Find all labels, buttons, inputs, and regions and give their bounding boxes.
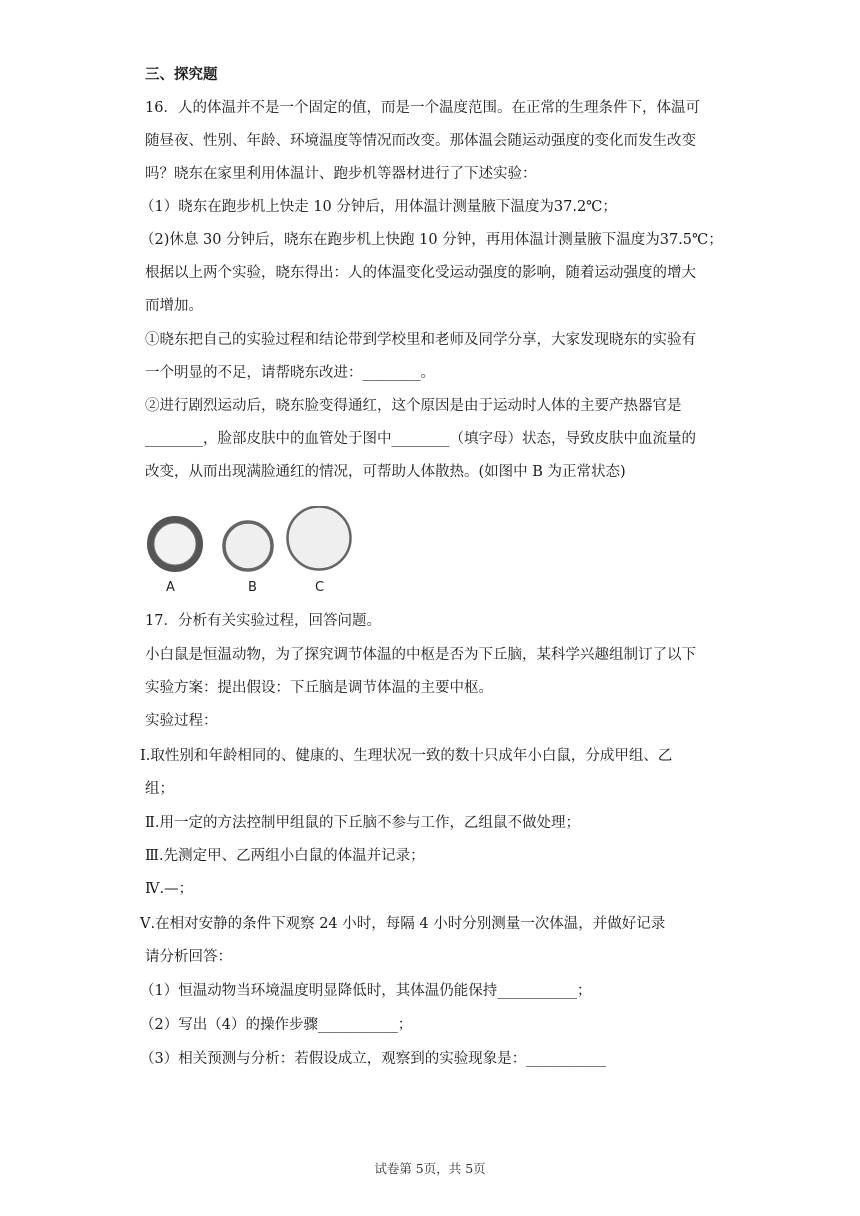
q16-line: ①晓东把自己的实验过程和结论带到学校里和老师及同学分享，大家发现晓东的实验有 <box>145 332 696 348</box>
figure-label-c: C <box>315 580 325 595</box>
vessel-c-icon <box>288 507 351 570</box>
vessel-a-icon <box>151 520 200 569</box>
q17-line: Ⅱ.用一定的方法控制甲组鼠的下丘脑不参与工作，乙组鼠不做处理； <box>145 815 580 831</box>
q16-line: 改变，从而出现满脸通红的情况，可帮助人体散热。(如图中 B 为正常状态) <box>145 464 626 480</box>
figure-label-b: B <box>248 580 257 595</box>
q17-line: 实验过程： <box>145 713 218 729</box>
q16-line: （2)休息 30 分钟后，晓东在跑步机上快跑 10 分钟，再用体温计测量腋下温度为37.5℃； <box>140 232 723 248</box>
q16-line: 根据以上两个实验，晓东得出：人的体温变化受运动强度的影响，随着运动强度的增大 <box>145 265 696 281</box>
q16-line: ________，脸部皮肤中的血管处于图中________（填字母）状态，导致皮肤中血流量的 <box>145 431 696 447</box>
q17-line: Ⅴ.在相对安静的条件下观察 24 小时，每隔 4 小时分别测量一次体温，并做好记录 <box>140 916 666 932</box>
q17-line: （1）恒温动物当环境温度明显降低时，其体温仍能保持___________； <box>140 983 592 999</box>
q17-line: 小白鼠是恒温动物，为了探究调节体温的中枢是否为下丘脑，某科学兴趣组制订了以下 <box>145 647 696 663</box>
q17-line: （3）相关预测与分析：若假设成立，观察到的实验现象是：___________ <box>140 1051 606 1067</box>
q17-line: 17．分析有关实验过程，回答问题。 <box>145 613 381 629</box>
q17-line: Ⅳ.—； <box>145 881 194 897</box>
q17-line: 请分析回答： <box>145 949 232 965</box>
q16-line: 吗？晓东在家里利用体温计、跑步机等器材进行了下述实验： <box>145 166 537 182</box>
q17-line: Ⅲ.先测定甲、乙两组小白鼠的体温并记录； <box>145 848 425 864</box>
q16-line: ②进行剧烈运动后，晓东脸变得通红，这个原因是由于运动时人体的主要产热器官是 <box>145 398 682 414</box>
q16-line: （1）晓东在跑步机上快走 10 分钟后，用体温计测量腋下温度为37.2℃； <box>140 199 617 215</box>
section-title: 三、探究题 <box>145 66 218 83</box>
q17-line: 实验方案：提出假设：下丘脑是调节体温的主要中枢。 <box>145 680 493 696</box>
blood-vessel-figure <box>140 506 380 596</box>
q16-line: 16．人的体温并不是一个固定的值，而是一个温度范围。在正常的生理条件下，体温可 <box>145 100 700 116</box>
q17-line: Ⅰ.取性别和年龄相同的、健康的、生理状况一致的数十只成年小白鼠，分成甲组、乙 <box>140 748 673 764</box>
q16-line: 而增加。 <box>145 298 203 314</box>
figure-label-a: A <box>166 580 175 595</box>
q17-line: 组； <box>145 781 174 797</box>
page-footer: 试卷第 5页，共 5页 <box>374 1161 486 1176</box>
q16-line: 一个明显的不足，请帮晓东改进：________。 <box>145 365 435 381</box>
q17-line: （2）写出（4）的操作步骤___________； <box>140 1017 413 1033</box>
vessel-b-icon <box>224 522 272 570</box>
q16-line: 随昼夜、性别、年龄、环境温度等情况而改变。那体温会随运动强度的变化而发生改变 <box>145 133 696 149</box>
